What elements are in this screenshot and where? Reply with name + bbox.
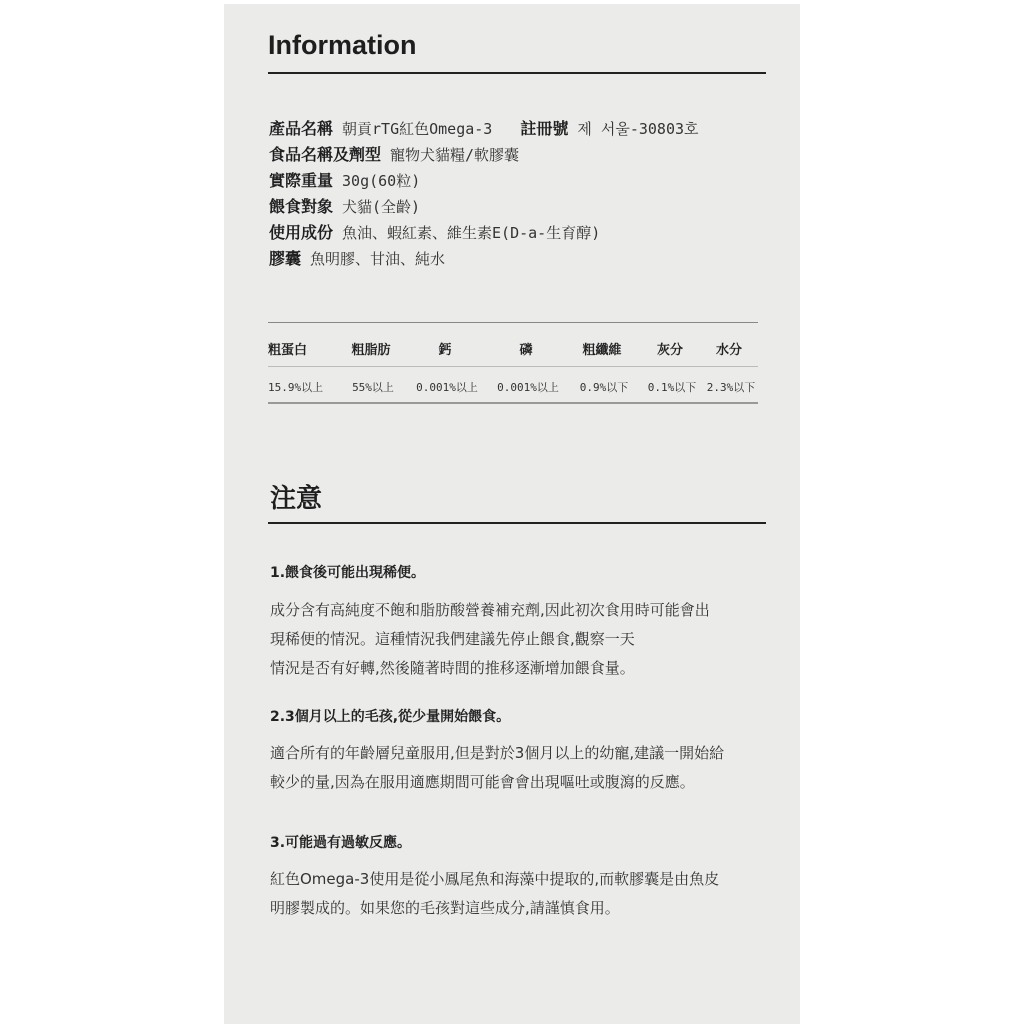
notice-line: 適合所有的年齡層兒童服用,但是對於3個月以上的幼寵,建議一開始給 xyxy=(270,744,725,762)
table-value-cell: 0.001%以上 xyxy=(416,381,478,394)
table-header-cell: 粗脂肪 xyxy=(351,342,391,358)
info-row-food-type xyxy=(269,142,699,168)
info-value: 魚明膠、甘油、純水 xyxy=(310,250,446,268)
table-header-row xyxy=(268,330,758,366)
notice-line: 現稀便的情況。這種情況我們建議先停止餵食,觀察一天 xyxy=(270,630,635,648)
table-top-rule xyxy=(268,322,758,323)
info-label: 實際重量 xyxy=(269,171,334,190)
table-value-cell: 0.001%以上 xyxy=(497,381,559,394)
info-row-product-name xyxy=(269,116,699,142)
info-label: 產品名稱 xyxy=(269,119,334,138)
table-bottom-rule xyxy=(268,402,758,404)
notice-line: 明膠製成的。如果您的毛孩對這些成分,請謹慎食用。 xyxy=(270,899,620,917)
info-row-target xyxy=(269,194,699,220)
notice-line: 較少的量,因為在服用適應期間可能會會出現嘔吐或腹瀉的反應。 xyxy=(270,773,695,791)
info-value: 犬貓(全齡) xyxy=(342,198,421,216)
info-row-ingredients xyxy=(269,220,699,246)
table-header-cell: 粗蛋白 xyxy=(268,342,308,358)
info-row-weight xyxy=(269,168,699,194)
product-info-panel xyxy=(224,4,800,1024)
table-header-divider xyxy=(268,366,758,367)
table-header-cell: 水分 xyxy=(715,342,742,358)
information-heading: Information xyxy=(268,30,417,60)
info-label: 膠囊 xyxy=(269,249,302,268)
product-info-list xyxy=(269,116,699,272)
table-value-cell: 2.3%以下 xyxy=(706,381,756,394)
table-header-cell: 粗纖維 xyxy=(582,342,622,358)
registration-label: 註冊號 xyxy=(520,119,569,138)
notice-heading: 注意 xyxy=(270,484,323,514)
table-header-cell: 磷 xyxy=(519,342,533,358)
heading-divider xyxy=(268,72,766,74)
info-label: 使用成份 xyxy=(269,223,334,242)
notice-divider xyxy=(268,522,766,524)
table-header-cell: 鈣 xyxy=(438,342,452,358)
info-row-capsule xyxy=(269,246,699,272)
info-value: 30g(60粒) xyxy=(342,172,421,190)
table-header-cell: 灰分 xyxy=(656,342,683,358)
notice-item-body xyxy=(270,596,710,683)
notice-item-body xyxy=(270,739,724,797)
table-value-row xyxy=(268,367,758,407)
nutrition-table xyxy=(268,330,758,407)
notice-item-title: 3.可能過有過敏反應。 xyxy=(270,835,412,851)
table-value-cell: 0.9%以下 xyxy=(579,381,629,394)
table-value-cell: 55%以上 xyxy=(352,381,394,394)
info-value: 魚油、蝦紅素、維生素E(D-a-生育醇) xyxy=(342,224,601,242)
notice-item-body xyxy=(270,865,719,923)
notice-item-title: 2.3個月以上的毛孩,從少量開始餵食。 xyxy=(270,709,511,725)
table-value-cell: 0.1%以下 xyxy=(647,381,697,394)
info-label: 食品名稱及劑型 xyxy=(269,145,382,164)
notice-line: 情況是否有好轉,然後隨著時間的推移逐漸增加餵食量。 xyxy=(270,659,635,677)
registration-value: 제 서울-30803호 xyxy=(577,120,699,138)
info-value: 朝貢rTG紅色Omega-3 xyxy=(342,120,493,138)
table-value-cell: 15.9%以上 xyxy=(268,381,324,394)
info-value: 寵物犬貓糧/軟膠囊 xyxy=(390,146,520,164)
info-label: 餵食對象 xyxy=(269,197,334,216)
notice-line: 成分含有高純度不飽和脂肪酸營養補充劑,因此初次食用時可能會出 xyxy=(270,601,710,619)
notice-line: 紅色Omega-3使用是從小鳳尾魚和海藻中提取的,而軟膠囊是由魚皮 xyxy=(270,870,720,888)
notice-item-title: 1.餵食後可能出現稀便。 xyxy=(270,565,426,581)
